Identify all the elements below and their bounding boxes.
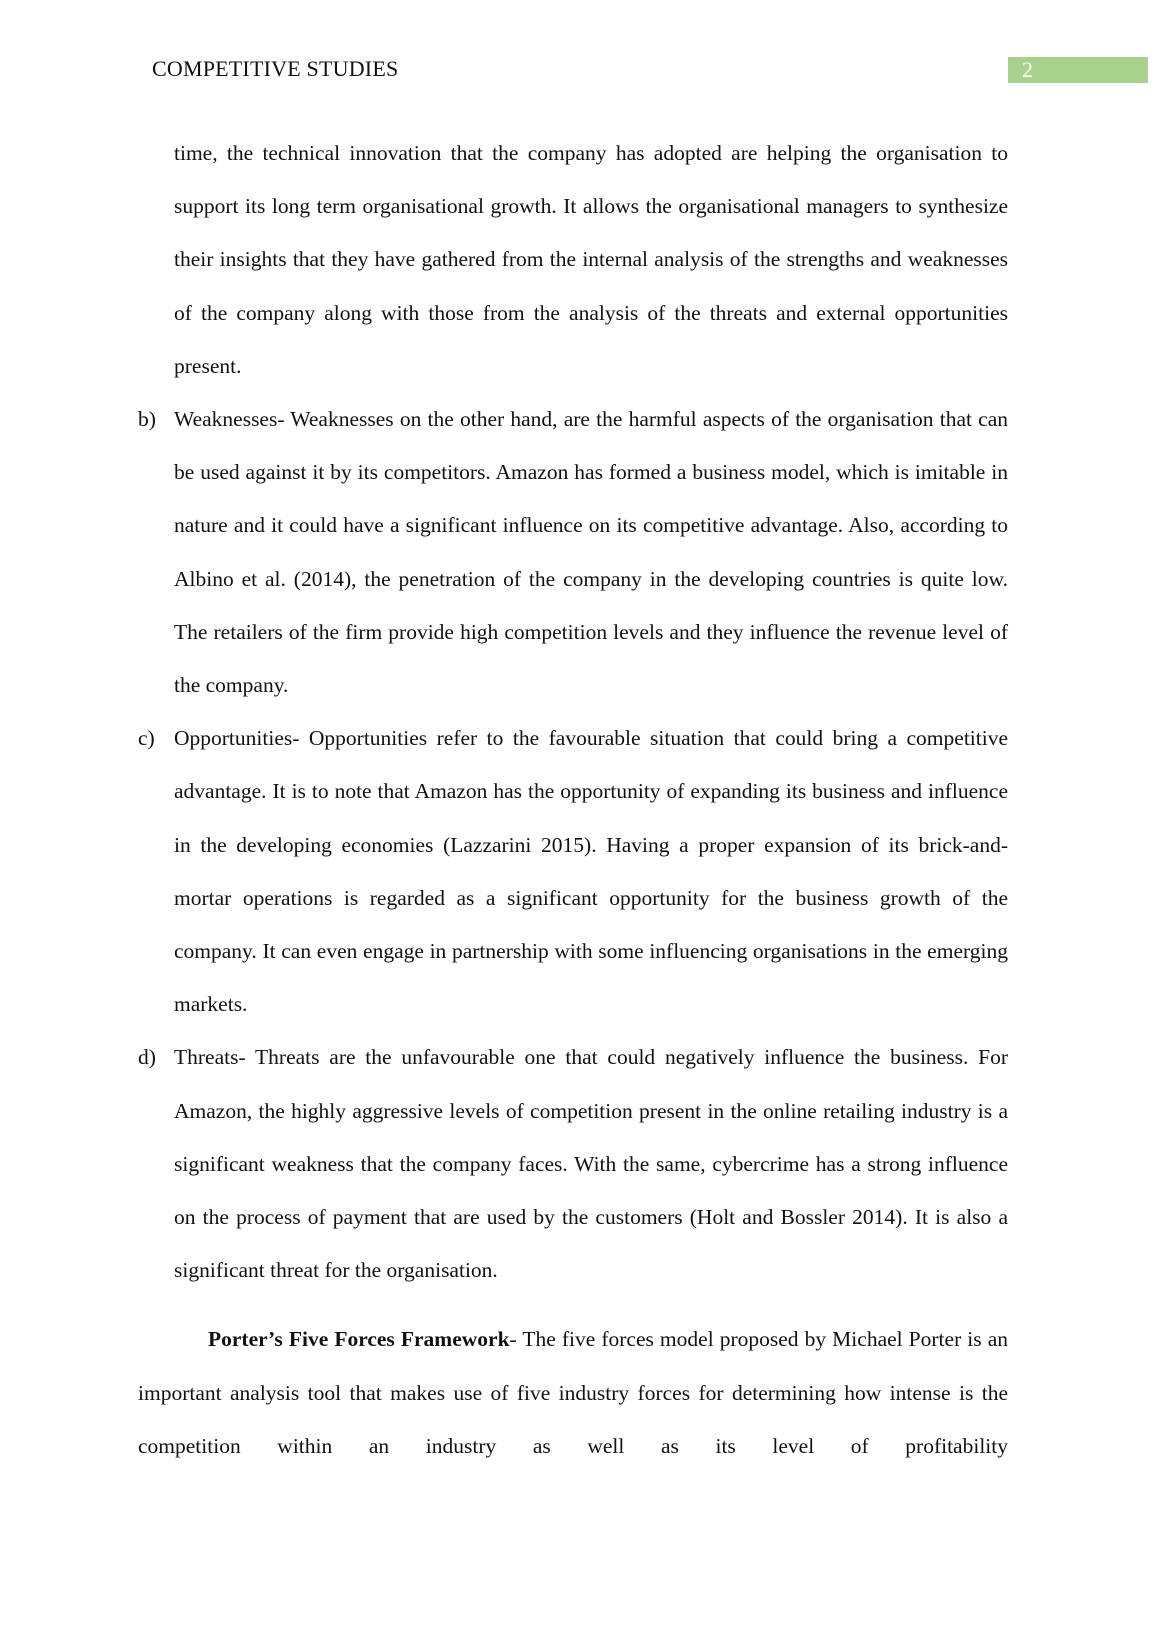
page-number: 2 [1022,57,1033,82]
porter-text: - The five forces model proposed by Michael Porter is an important analysis tool that makes use of five industry forces for determining how intense is the competition within an industry as well as its level of profitability [138,1327,1008,1458]
continuation-paragraph: time, the technical innovation that the company has adopted are helping the organisation to support its long term organisational growth. It allows the organisational managers to synthesize their insights that they have gathered from the internal analysis of the strengths and weaknesses of the company along with those from the analysis of the threats and external opportunities present. [174,141,1008,378]
list-item-text: Weaknesses- Weaknesses on the other hand, are the harmful aspects of the organisation that can be used against it by its competitors. Amazon has formed a business model, which is imitable in nature and it could have a significant influence on its competitive advantage. Also, according to Albino et al. (2014), the penetration of the company in the developing countries is quite low. The retailers of the firm provide high competition levels and they influence the revenue level of the company. [174,407,1008,698]
porter-heading: Porter’s Five Forces Framework [208,1327,510,1352]
list-item-weaknesses [138,393,1008,712]
list-item-opportunities [138,712,1008,1031]
porter-five-forces-paragraph [138,1313,1008,1473]
document-body [138,127,1008,1473]
running-head-title: COMPETITIVE STUDIES [152,56,399,81]
list-marker: c) [138,726,155,751]
list-marker: d) [138,1045,156,1070]
list-item-text: Threats- Threats are the unfavourable one that could negatively influence the business. For Amazon, the highly aggressive levels of competition present in the online retailing industry is a significant weakness that the company faces. With the same, cybercrime has a strong influence on the process of payment that are used by the customers (Holt and Bossler 2014). It is also a significant threat for the organisation. [174,1045,1008,1283]
list-marker: b) [138,407,156,432]
list-item-text: Opportunities- Opportunities refer to the favourable situation that could bring a competitive advantage. It is to note that Amazon has the opportunity of expanding its business and influence in the developing economies (Lazzarini 2015). Having a proper expansion of its brick-and-mortar operations is regarded as a significant opportunity for the business growth of the company. It can even engage in partnership with some influencing organisations in the emerging markets. [174,726,1008,1017]
page-number-badge [1008,57,1148,83]
list-item-threats [138,1031,1008,1297]
